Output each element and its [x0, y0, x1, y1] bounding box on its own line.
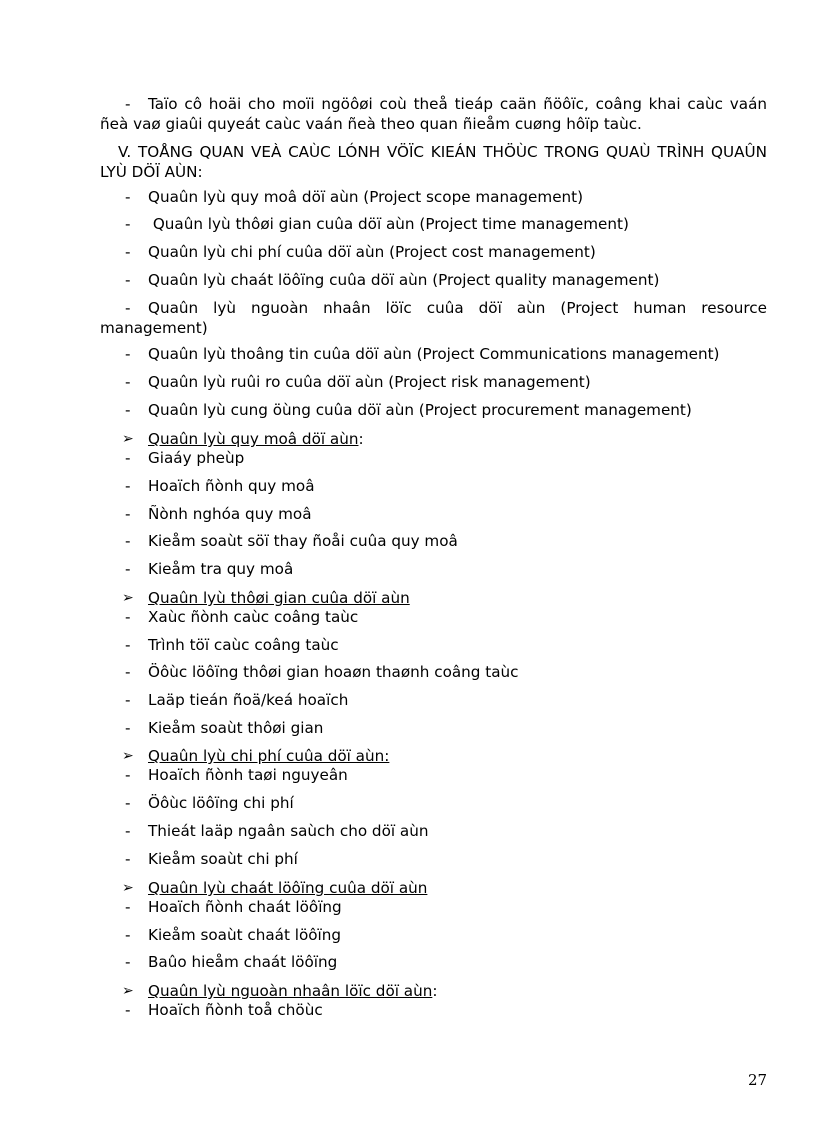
- item-dash: -: [125, 477, 131, 495]
- page-number: 27: [748, 1071, 768, 1089]
- area-item: Quaûn lyù thoâng tin cuûa döï aùn (Project Communications management): [148, 345, 720, 363]
- group-item: Öôùc löôïng chi phí: [148, 794, 294, 812]
- group-item: Öôùc löôïng thôøi gian hoaøn thaønh coâng taùc: [148, 663, 519, 681]
- item-dash: -: [125, 636, 131, 654]
- group-item: Hoaïch ñònh chaát löôïng: [148, 898, 342, 916]
- item-dash: -: [125, 532, 131, 550]
- arrow-bullet-icon: ➢: [122, 590, 134, 606]
- area-dash: -: [125, 401, 131, 419]
- area-dash: -: [125, 345, 131, 363]
- section-title: V. TOÅNG QUAN VEÀ CAÙC LÓNH VÖÏC KIEÁN THÖÙC TRONG QUAÙ TRÌNH QUAÛN LYÙ DÖÏ AÙN:: [100, 143, 767, 181]
- area-item: Quaûn lyù cung öùng cuûa döï aùn (Project procurement management): [148, 401, 692, 419]
- group-item: Baûo hieåm chaát löôïng: [148, 953, 338, 971]
- area-item: Quaûn lyù chi phí cuûa döï aùn (Project cost management): [148, 243, 596, 261]
- item-dash: -: [125, 926, 131, 944]
- item-dash: -: [125, 1001, 131, 1019]
- item-dash: -: [125, 766, 131, 784]
- arrow-bullet-icon: ➢: [122, 431, 134, 447]
- group-item: Hoaïch ñònh toå chöùc: [148, 1001, 323, 1019]
- group-heading: Quaûn lyù chaát löôïng cuûa döï aùn: [148, 879, 428, 897]
- group-item: Giaáy pheùp: [148, 449, 245, 467]
- group-item: Hoaïch ñònh taøi nguyeân: [148, 766, 348, 784]
- item-dash: -: [125, 850, 131, 868]
- area-item: Quaûn lyù thôøi gian cuûa döï aùn (Project time management): [148, 215, 629, 233]
- intro-paragraph: Taïo cô hoäi cho moïi ngöôøi coù theå tieáp caän ñöôïc, coâng khai caùc vaán ñeà vaø giaûi quyeát caùc vaán ñeà theo quan ñieåm cuøng hôïp taùc.: [100, 95, 767, 133]
- item-dash: -: [125, 663, 131, 681]
- area-item: Quaûn lyù ruûi ro cuûa döï aùn (Project risk management): [148, 373, 591, 391]
- group-item: Xaùc ñònh caùc coâng taùc: [148, 608, 359, 626]
- group-heading: Quaûn lyù nguoàn nhaân löïc döï aùn:: [148, 982, 438, 1000]
- area-dash: -: [125, 215, 131, 233]
- item-dash: -: [125, 691, 131, 709]
- item-dash: -: [125, 608, 131, 626]
- group-heading: Quaûn lyù thôøi gian cuûa döï aùn: [148, 589, 410, 607]
- group-item: Kieåm soaùt söï thay ñoåi cuûa quy moâ: [148, 532, 458, 550]
- area-dash: -: [125, 373, 131, 391]
- area-dash: -: [125, 271, 131, 289]
- item-dash: -: [125, 719, 131, 737]
- group-item: Kieåm soaùt chaát löôïng: [148, 926, 342, 944]
- intro-dash: -: [125, 95, 131, 113]
- area-dash: -: [125, 243, 131, 261]
- area-dash: -: [125, 188, 131, 206]
- item-dash: -: [125, 560, 131, 578]
- area-item: Quaûn lyù nguoàn nhaân löïc cuûa döï aùn (Project human resource management): [100, 299, 767, 337]
- item-dash: -: [125, 953, 131, 971]
- group-item: Kieåm soaùt chi phí: [148, 850, 298, 868]
- arrow-bullet-icon: ➢: [122, 748, 134, 764]
- arrow-bullet-icon: ➢: [122, 983, 134, 999]
- arrow-bullet-icon: ➢: [122, 880, 134, 896]
- group-item: Kieåm soaùt thôøi gian: [148, 719, 324, 737]
- item-dash: -: [125, 822, 131, 840]
- area-dash: -: [125, 299, 131, 317]
- item-dash: -: [125, 505, 131, 523]
- group-item: Hoaïch ñònh quy moâ: [148, 477, 315, 495]
- item-dash: -: [125, 898, 131, 916]
- group-item: Thieát laäp ngaân saùch cho döï aùn: [148, 822, 429, 840]
- group-item: Ñònh nghóa quy moâ: [148, 505, 312, 523]
- area-item: Quaûn lyù quy moâ döï aùn (Project scope management): [148, 188, 584, 206]
- group-heading: Quaûn lyù chi phí cuûa döï aùn:: [148, 747, 390, 765]
- area-item: Quaûn lyù chaát löôïng cuûa döï aùn (Project quality management): [148, 271, 660, 289]
- item-dash: -: [125, 794, 131, 812]
- group-item: Laäp tieán ñoä/keá hoaïch: [148, 691, 349, 709]
- group-heading: Quaûn lyù quy moâ döï aùn:: [148, 430, 364, 448]
- group-item: Trình töï caùc coâng taùc: [148, 636, 339, 654]
- item-dash: -: [125, 449, 131, 467]
- group-item: Kieåm tra quy moâ: [148, 560, 294, 578]
